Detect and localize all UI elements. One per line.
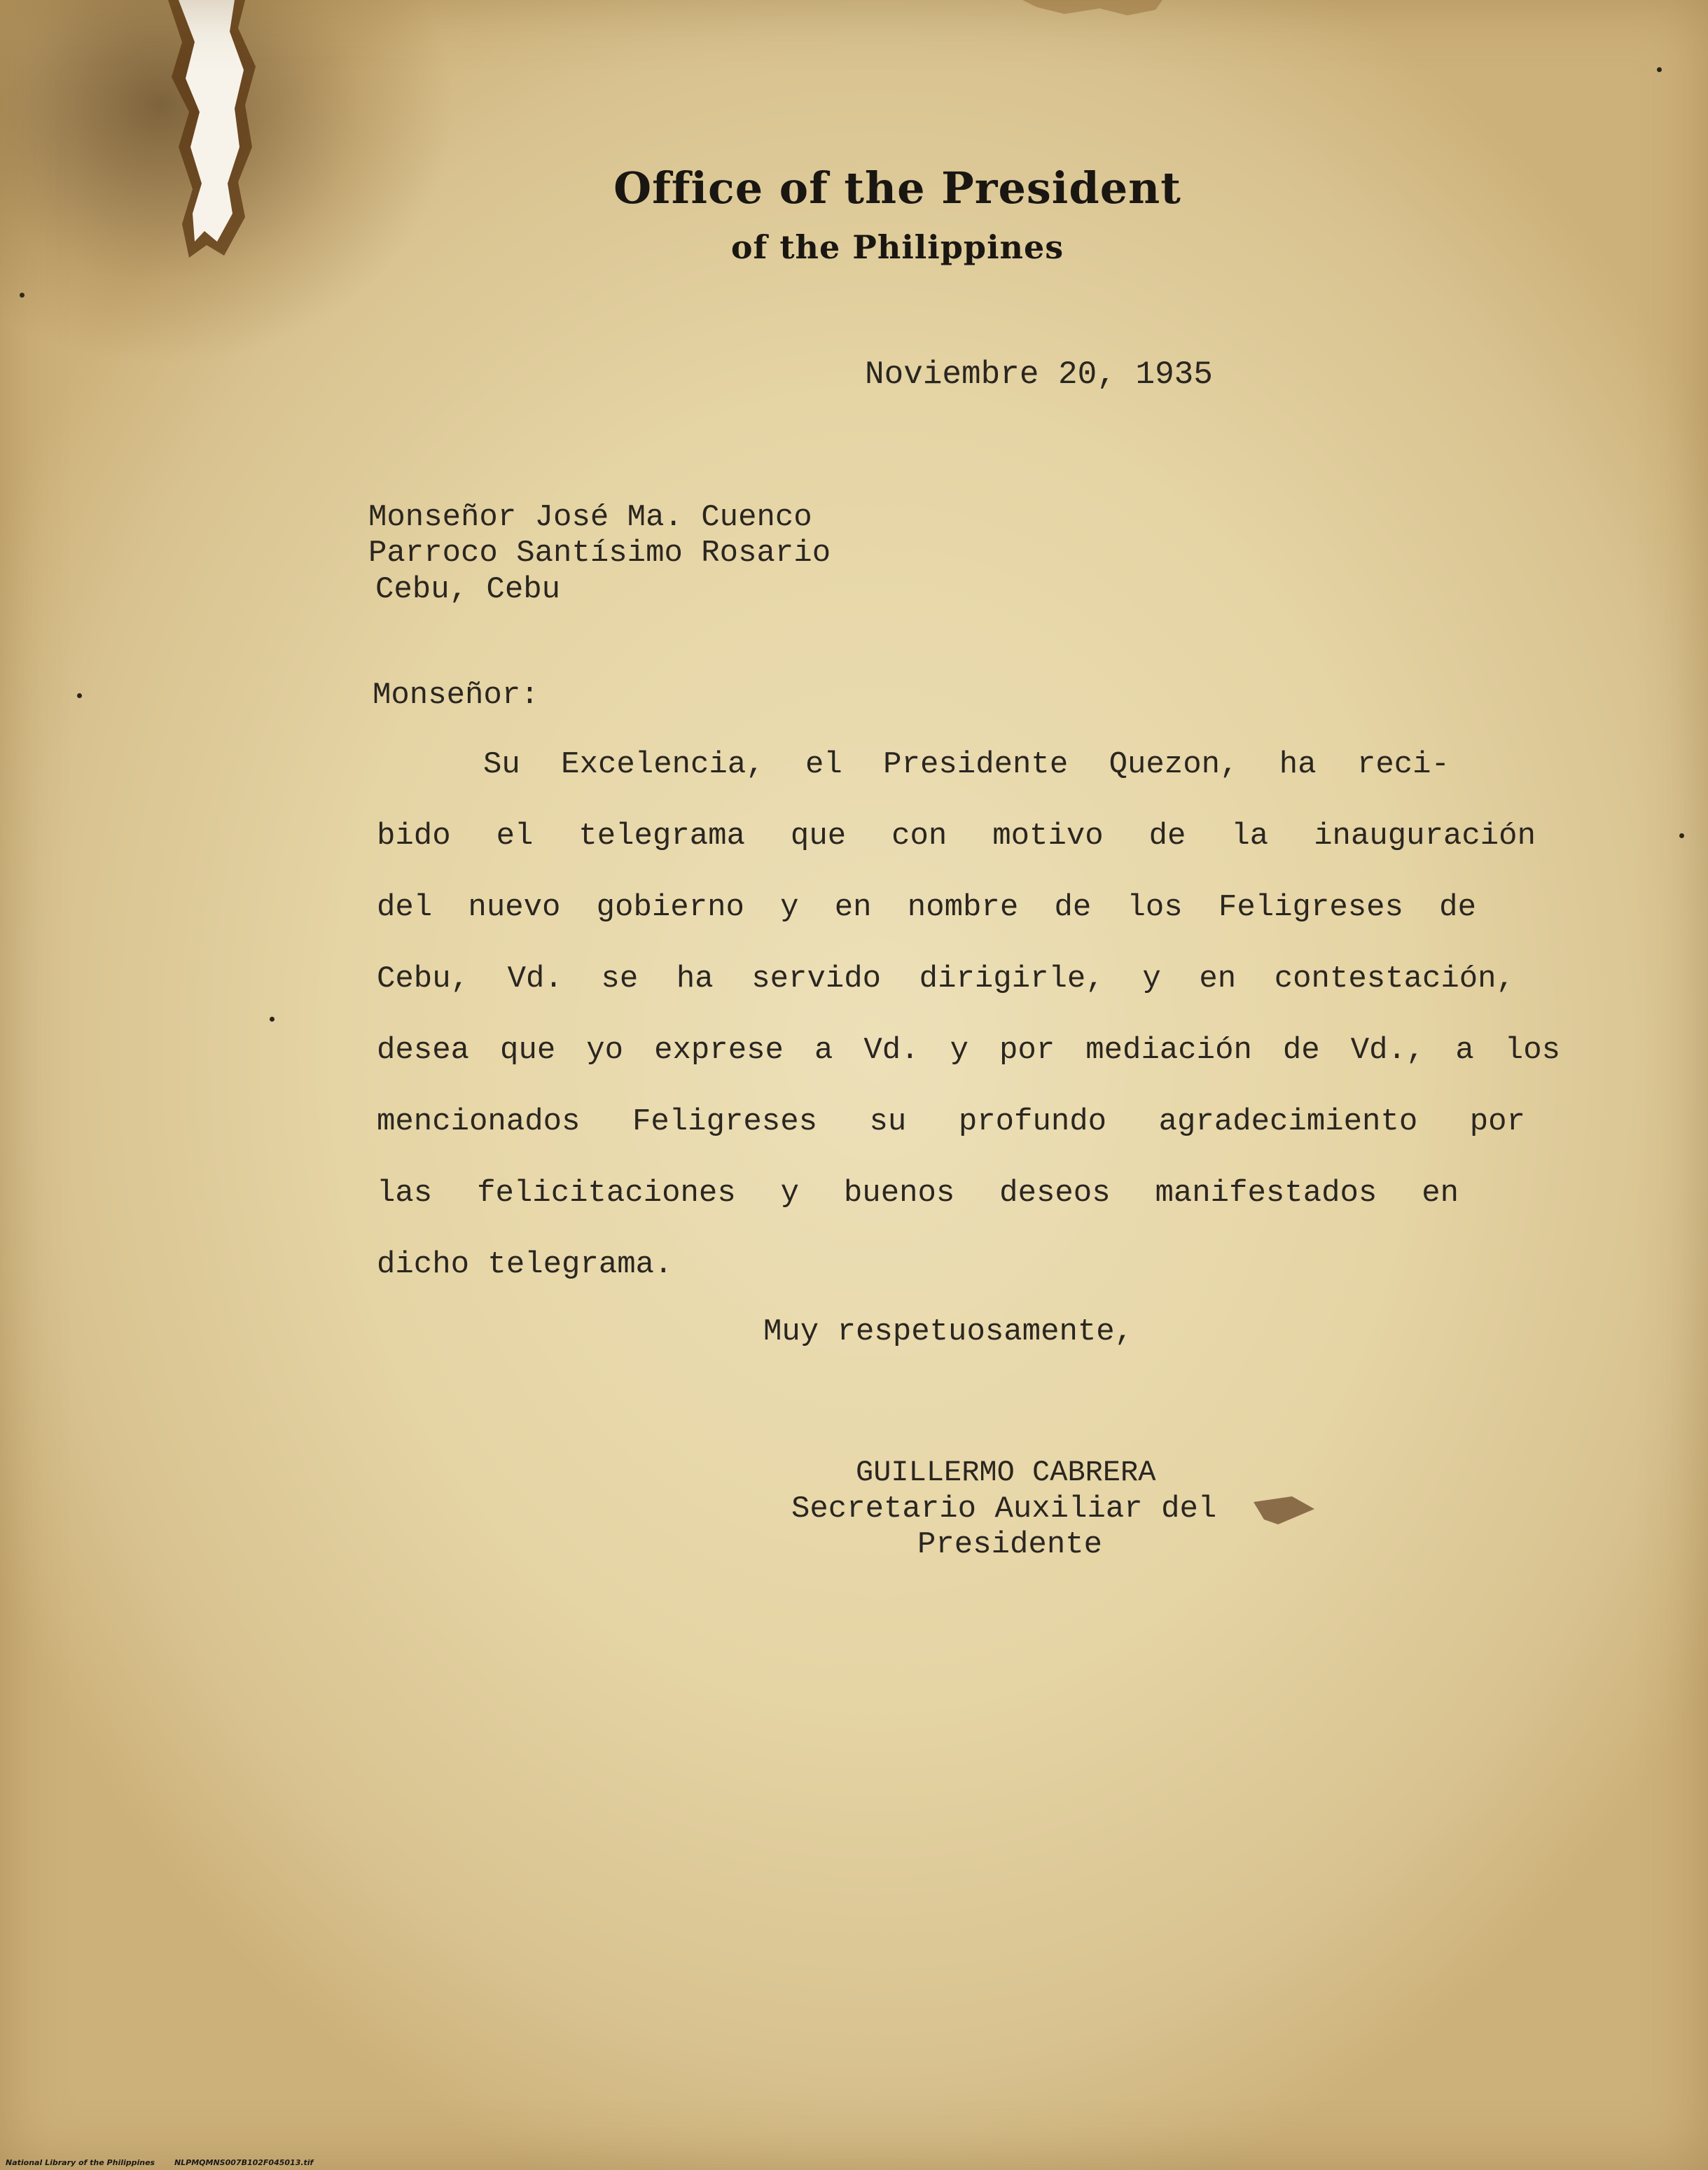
body-line: dicho telegrama. [377,1247,673,1282]
footer-source: National Library of the Philippines [6,2158,155,2167]
speck [1679,833,1684,838]
body-line: mencionados Feligreses su profundo agradecimiento por [377,1104,1525,1139]
closing: Muy respetuosamente, [763,1314,1134,1349]
speck [77,693,82,698]
body-line: Su Excelencia, el Presidente Quezon, ha reci- [483,747,1450,782]
body-line: las felicitaciones y buenos deseos manifestados en [377,1176,1459,1211]
signature-title-2: Presidente [917,1527,1103,1562]
ink-smudge [1250,1495,1317,1526]
salutation: Monseñor: [373,678,539,713]
letter-date: Noviembre 20, 1935 [865,356,1213,393]
signature-title: Secretario Auxiliar del [791,1491,1217,1526]
body-line: desea que yo exprese a Vd. y por mediación de Vd., a los [377,1033,1560,1068]
speck [270,1017,275,1022]
letterhead-title: Office of the President [613,162,1181,214]
recipient-name: Monseñor José Ma. Cuenco [368,500,812,535]
edge-tear [1022,0,1162,28]
speck [1657,67,1662,72]
footer-file-id: NLPMQMNS007B102F045013.tif [174,2158,314,2167]
speck [20,293,25,298]
body-line: Cebu, Vd. se ha servido dirigirle, y en contestación, [377,961,1515,996]
recipient-parish: Parroco Santísimo Rosario [368,536,831,571]
body-line: bido el telegrama que con motivo de la inauguración [377,819,1536,854]
scan-footer [6,2158,330,2167]
signature-name: GUILLERMO CABRERA [856,1456,1156,1489]
recipient-location: Cebu, Cebu [375,572,561,607]
letterhead-subtitle: of the Philippines [730,228,1064,266]
burn-hole [140,0,259,259]
body-line: del nuevo gobierno y en nombre de los Feligreses de [377,890,1476,925]
